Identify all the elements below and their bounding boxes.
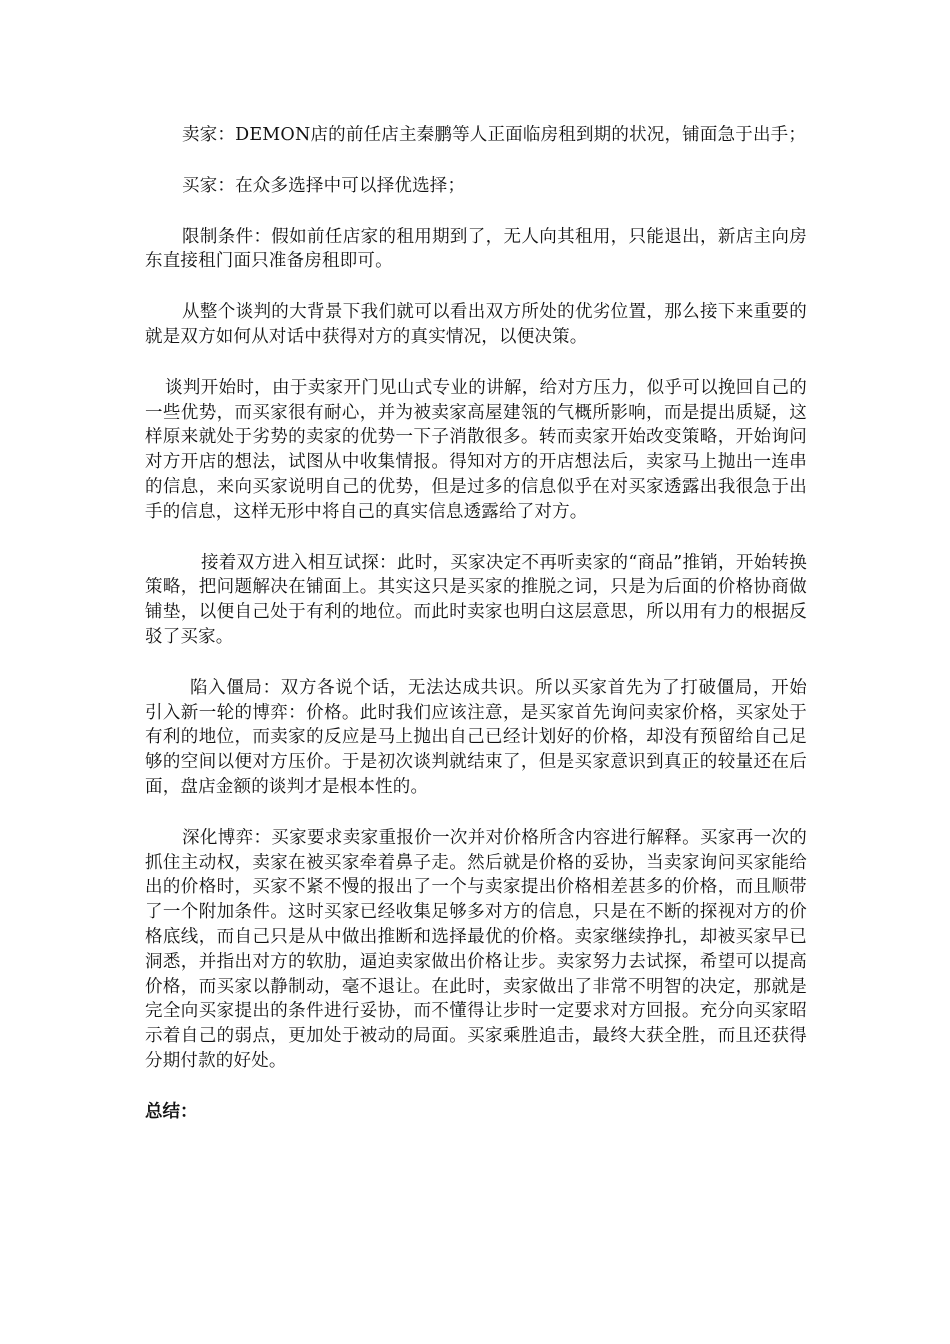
paragraph-seller-situation: 卖家：DEMON店的前任店主秦鹏等人正面临房租到期的状况，铺面急于出手； (182, 125, 807, 145)
paragraph-buyer-situation: 买家：在众多选择中可以择优选择； (182, 175, 466, 196)
paragraph-deadlock: 陷入僵局：双方各说个话，无法达成共识。所以买家首先为了打破僵局，开始引入新一轮的博弈：价格。此时我们应该注意，是买家首先询问卖家价格，买家处于有利的地位，而卖家的反应是马上抛出自己已经计划好的价格，却没有预留给自己足够的空间以便对方压价。于是初次谈判就结束了，但是买家意识到真正的较量还在后面，盘店金额的谈判才是根本性的。 (145, 677, 807, 797)
paragraph-background: 从整个谈判的大背景下我们就可以看出双方所处的优劣位置，那么接下来重要的就是双方如何从对话中获得对方的真实情况，以便决策。 (145, 302, 807, 347)
paragraph-negotiation-start: 谈判开始时，由于卖家开门见山式专业的讲解，给对方压力，似乎可以挽回自己的一些优势，而买家很有耐心，并为被卖家高屋建瓴的气概所影响，而是提出质疑，这样原来就处于劣势的卖家的优势一下子消散很多。转而卖家开始改变策略，开始询问对方开店的想法，试图从中收集情报。得知对方的开店想法后，卖家马上抛出一连串的信息，来向买家说明自己的优势，但是过多的信息似乎在对买家透露出我很急于出手的信息，这样无形中将自己的真实信息透露给了对方。 (145, 377, 807, 522)
paragraph-deepening-game: 深化博弈：买家要求卖家重报价一次并对价格所含内容进行解释。买家再一次的抓住主动权，卖家在被买家牵着鼻子走。然后就是价格的妥协，当卖家询问买家能给出的价格时，买家不紧不慢的报出了一个与卖家提出价格相差甚多的价格，而且顺带了一个附加条件。这时买家已经收集足够多对方的信息，只是在不断的探视对方的价格底线，而自己只是从中做出推断和选择最优的价格。卖家继续挣扎，却被买家早已洞悉，并指出对方的软肋，逼迫卖家做出价格让步。卖家努力去试探，希望可以提高价格，而买家以静制动，毫不退让。在此时，卖家做出了非常不明智的决定，那就是完全向买家提出的条件进行妥协，而不懂得让步时一定要求对方回报。充分向买家昭示着自己的弱点，更加处于被动的局面。买家乘胜追击，最终大获全胜，而且还获得分期付款的好处。 (145, 827, 807, 1071)
document-body (145, 123, 807, 1125)
summary-heading: 总结： (145, 1101, 198, 1122)
paragraph-constraints: 限制条件：假如前任店家的租用期到了，无人向其租用，只能退出，新店主向房东直接租门面只准备房租即可。 (145, 226, 807, 272)
paragraph-mutual-probing: 接着双方进入相互试探：此时，买家决定不再听卖家的“商品”推销，开始转换策略，把问题解决在铺面上。其实这只是买家的推脱之词，只是为后面的价格协商做铺垫，以便自己处于有利的地位。而此时卖家也明白这层意思，所以用有力的根据反驳了买家。 (145, 552, 807, 647)
